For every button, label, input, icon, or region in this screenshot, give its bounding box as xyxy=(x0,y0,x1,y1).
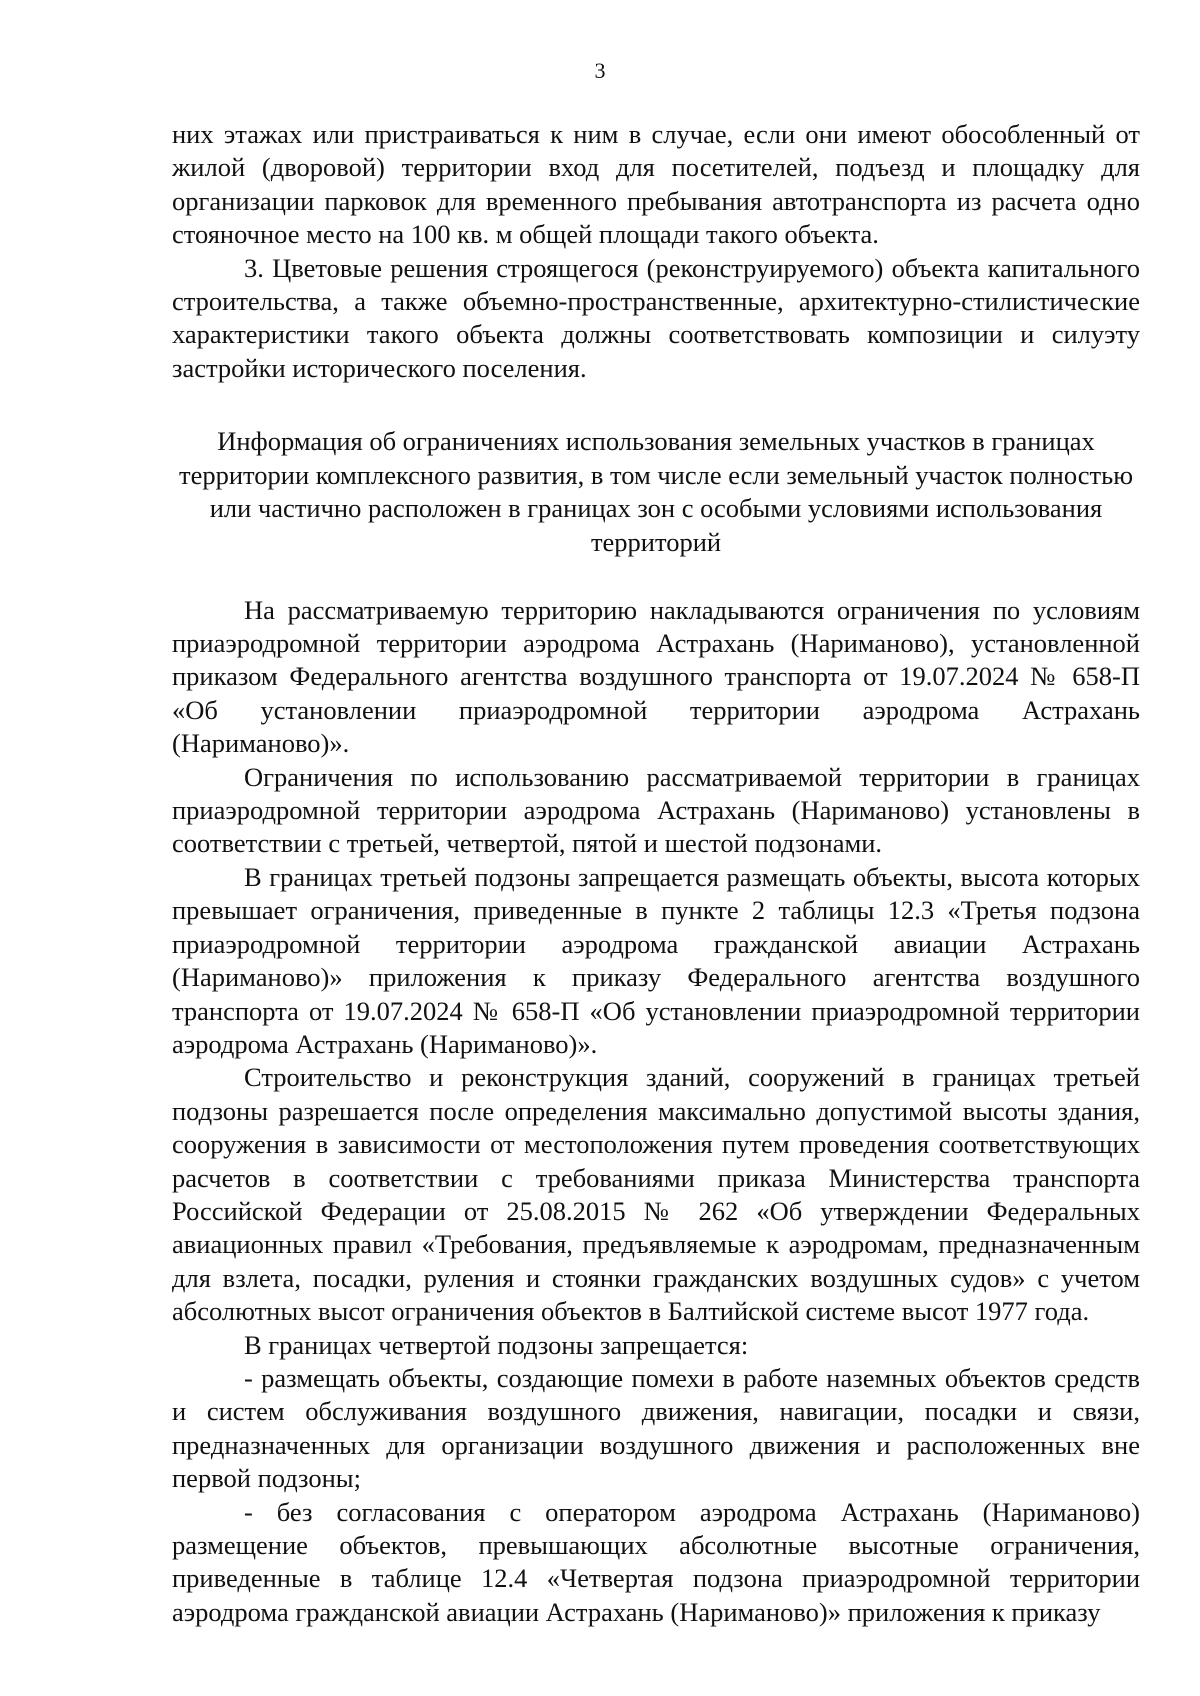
paragraph-item-3: 3. Цветовые решения строящегося (реконструируемого) объекта капитального строительства, а также объемно-пространственные, архитектурно-стилистические характеристики такого объекта должны соответствовать композиции и силуэту застройки исторического поселения. xyxy=(172,252,1140,383)
list-item: - размещать объекты, создающие помехи в работе наземных объектов средств и систем обслуживания воздушного движения, навигации, посадки и связи, предназначенных для организации воздушного движения и расположенных вне первой подзоны; xyxy=(172,1362,1140,1494)
list-item: - без согласования с оператором аэродрома Астрахань (Нариманово) размещение объектов, превышающих абсолютные высотные ограничения, приведенные в таблице 12.4 «Четвертая подзона приаэродромной территории аэродрома гражданской авиации Астрахань (Нариманово)» приложения к приказу xyxy=(172,1496,1140,1627)
section-heading: Информация об ограничениях использования земельных участков в границах территории комплексного развития, в том числе если земельный участок полностью или частично расположен в границах зон с особыми условиями использования территорий xyxy=(179,426,1133,558)
paragraph-fourth-subzone: В границах четвертой подзоны запрещается: xyxy=(244,1329,749,1360)
heading-spacer xyxy=(172,560,1140,594)
paragraph-restrictions-intro: На рассматриваемую территорию накладываются ограничения по условиям приаэродромной территории аэродрома Астрахань (Нариманово), установленной приказом Федерального агентства воздушного транспорта от 19.07.2024 № 658-П «Об установлении приаэродромной территории аэродрома Астрахань (Нариманово)». xyxy=(172,594,1140,759)
document-body xyxy=(172,118,1140,1629)
paragraph-third-subzone: В границах третьей подзоны запрещается размещать объекты, высота которых превышает ограничения, приведенные в пункте 2 таблицы 12.3 «Третья подзона приаэродромной территории аэродрома гражданской авиации Астрахань (Нариманово)» приложения к приказу Федерального агентства воздушного транспорта от 19.07.2024 № 658-П «Об установлении приаэродромной территории аэродрома Астрахань (Нариманово)». xyxy=(172,861,1140,1059)
paragraph-construction: Строительство и реконструкция зданий, сооружений в границах третьей подзоны разрешается после определения максимально допустимой высоты здания, сооружения в зависимости от местоположения путем проведения соответствующих расчетов в соответствии с требованиями приказа Министерства транспорта Российской Федерации от 25.08.2015 № 262 «Об утверждении Федеральных авиационных правил «Требования, предъявляемые к аэродромам, предназначенным для взлета, посадки, руления и стоянки гражданских воздушных судов» с учетом абсолютных высот ограничения объектов в Балтийской системе высот 1977 года. xyxy=(172,1062,1140,1327)
paragraph-continuation: них этажах или пристраиваться к ним в случае, если они имеют обособленный от жилой (дворовой) территории вход для посетителей, подъезд и площадку для организации парковок для временного пребывания автотранспорта из расчета одно стояночное место на 100 кв. м общей площади такого объекта. xyxy=(172,119,1140,250)
page-number: 3 xyxy=(594,58,606,83)
paragraph-subzones: Ограничения по использованию рассматриваемой территории в границах приаэродромной территории аэродрома Астрахань (Нариманово) установлены в соответствии с третьей, четвертой, пятой и шестой подзонами. xyxy=(172,761,1140,859)
